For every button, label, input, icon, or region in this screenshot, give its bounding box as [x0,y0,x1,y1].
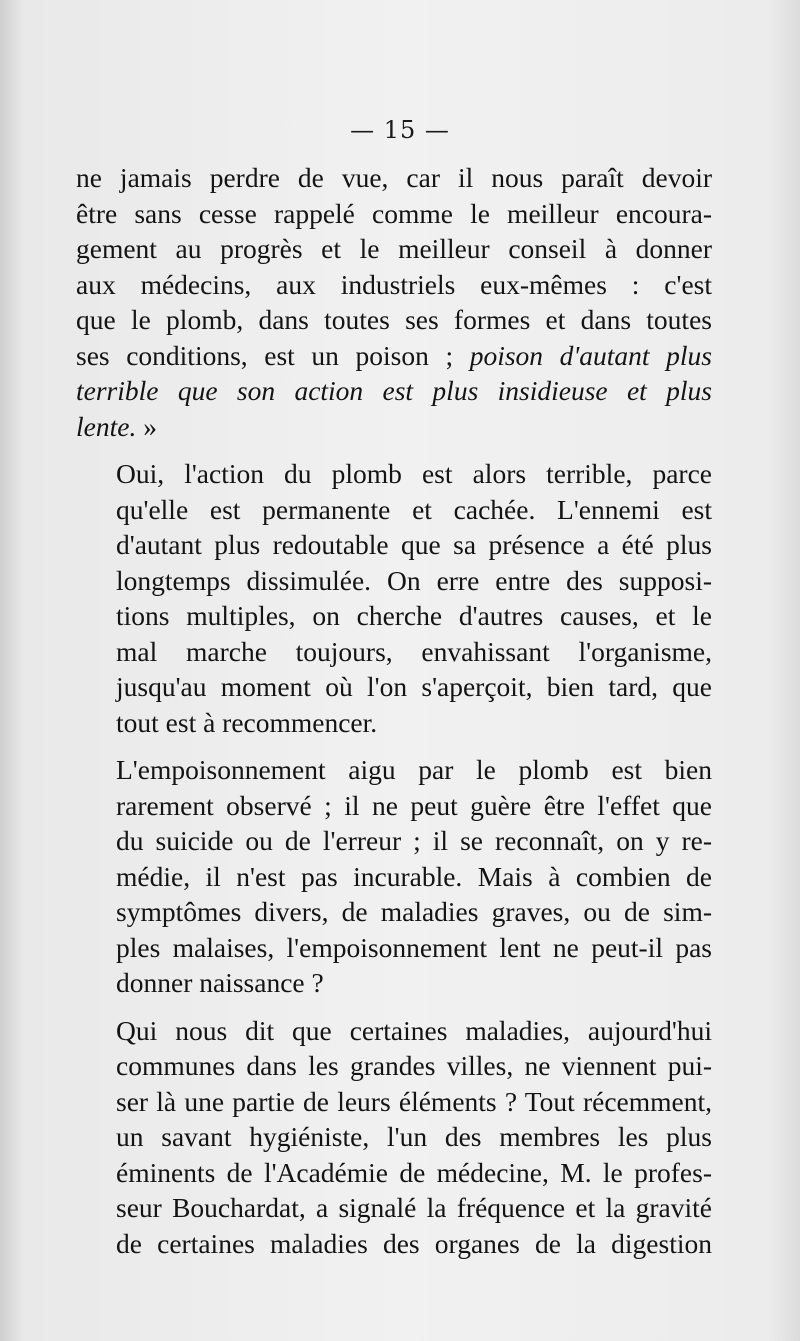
italic-segment: lente. [76,410,137,442]
text-line: que le plomb, dans toutes ses formes et dans toutes [76,304,712,335]
text-line: jusqu'au moment où l'on s'aperçoit, bien tard, que [116,671,712,702]
body-text [76,160,712,1261]
text-line: être sans cesse rappelé comme le meilleur encoura- [76,197,712,229]
text-line: aux médecins, aux industriels eux-mêmes : c'est [76,268,712,300]
text-line [76,409,712,445]
text-line: médie, il n'est pas incurable. Mais à combien de [116,860,712,892]
text-line: tions multiples, on cherche d'autres causes, et le [116,600,712,631]
text-line: tout est à recommencer. [116,706,378,738]
italic-segment: terrible que son action est plus insidieuse et plus [76,375,712,406]
text-line: Oui, l'action du plomb est alors terrible, parce [116,458,712,489]
italic-segment: poison d'autant plus [469,339,712,371]
text-line: gement au progrès et le meilleur conseil à donner [76,233,712,264]
text-line: rarement observé ; il ne peut guère être l'effet que [116,789,712,821]
text-line: d'autant plus redoutable que sa présence a été plus [116,529,712,560]
text-line: communes dans les grandes villes, ne viennent pui- [116,1050,712,1081]
text-line [76,338,712,374]
text-line: donner naissance ? [116,967,324,998]
closing-quote: » [136,410,157,442]
paragraph-1 [76,160,712,444]
text-line: du suicide ou de l'erreur ; il se reconnaît, on y re- [116,825,712,856]
text-line: L'empoisonnement aigu par le plomb est bien [116,754,712,785]
paragraph-2 [76,456,712,740]
text-segment: ses conditions, est un poison ; [76,339,454,371]
text-line: qu'elle est permanente et cachée. L'ennemi est [116,493,712,525]
text-line: symptômes divers, de maladies graves, ou de sim- [116,896,712,927]
text-line [76,373,712,409]
text-line: Qui nous dit que certaines maladies, aujourd'hui [116,1014,712,1046]
text-line: éminents de l'Académie de médecine, M. le profes- [116,1156,712,1188]
text-line: longtemps dissimulée. On erre entre des supposi- [116,564,712,596]
text-line: ser là une partie de leurs éléments ? Tout récemment, [116,1085,712,1117]
text-line: mal marche toujours, envahissant l'organisme, [116,635,712,667]
page-number: — 15 — [350,116,450,144]
text-line: ne jamais perdre de vue, car il nous paraît devoir [76,162,712,193]
paragraph-4 [76,1013,712,1262]
text-line: de certaines maladies des organes de la digestion [116,1227,712,1259]
text-line: un savant hygiéniste, l'un des membres les plus [116,1121,712,1152]
text-line: seur Bouchardat, a signalé la fréquence et la gravité [116,1192,712,1223]
paragraph-3 [76,752,712,1001]
text-line: ples malaises, l'empoisonnement lent ne peut-il pas [116,931,712,963]
